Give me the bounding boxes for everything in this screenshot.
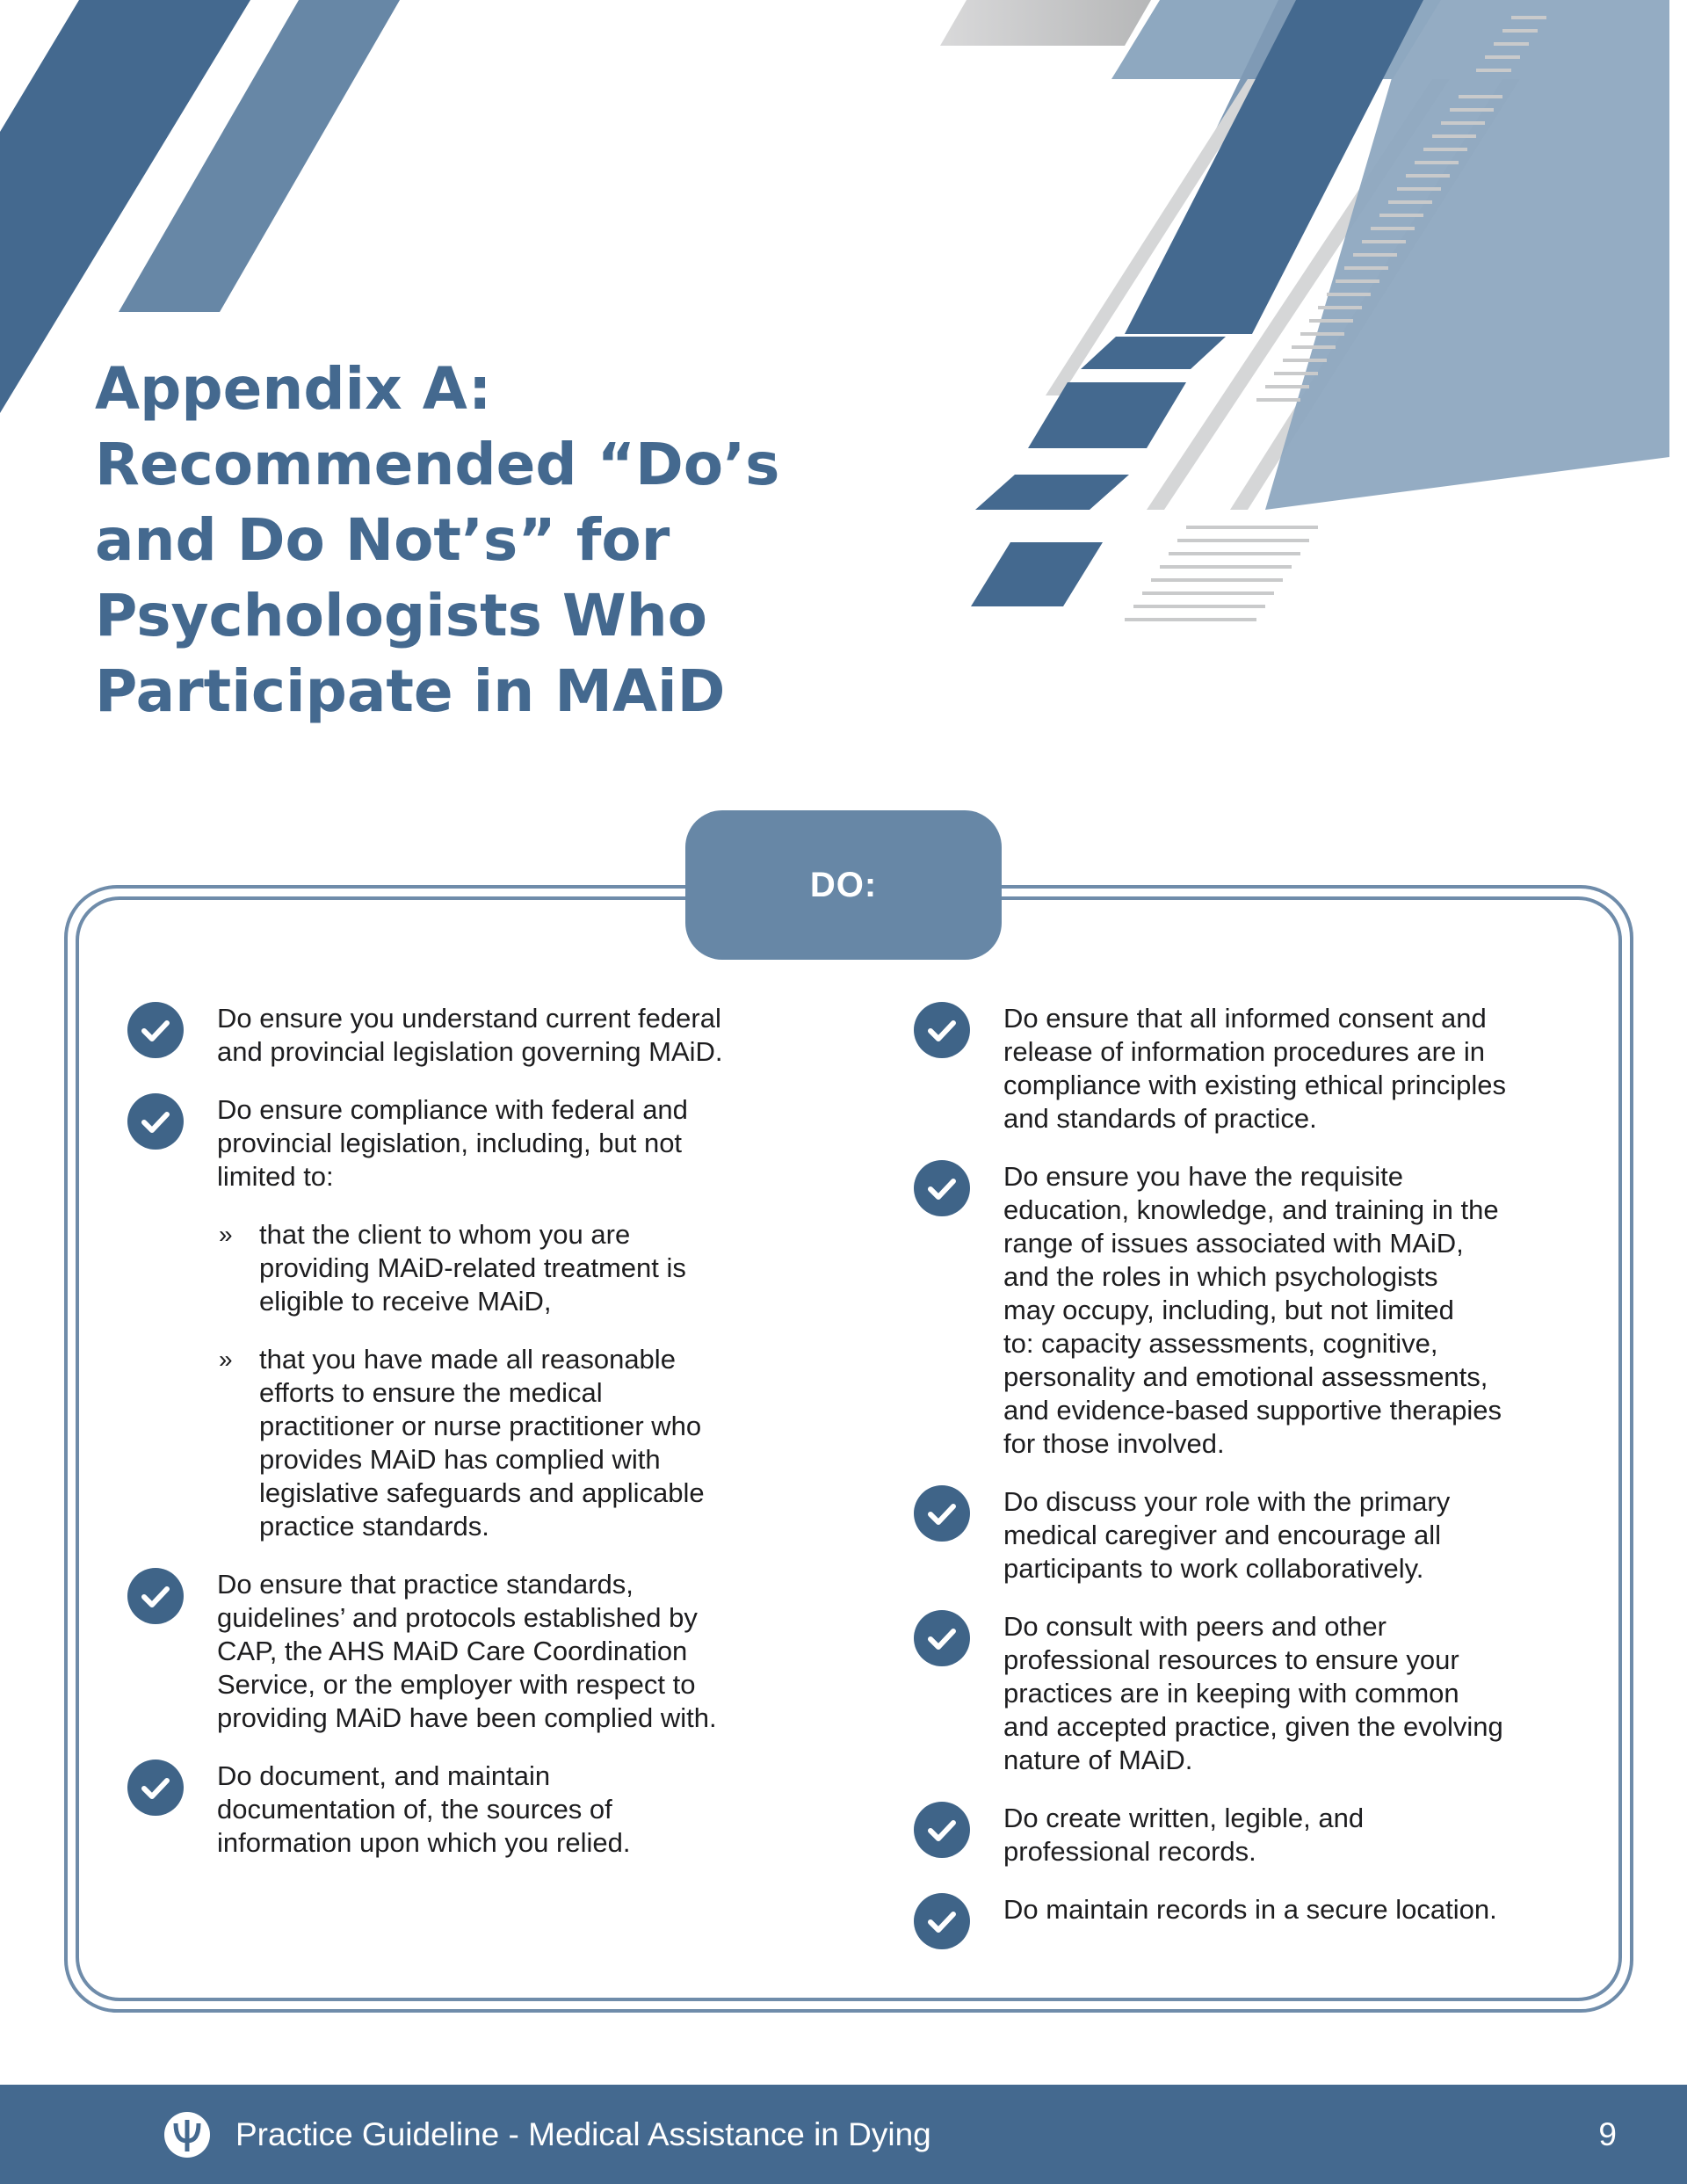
title-line: Recommended “Do’s <box>95 431 780 498</box>
do-item-line: release of information procedures are in <box>1003 1036 1485 1067</box>
do-item-line: limited to: <box>217 1161 334 1192</box>
do-item <box>914 1610 1599 1777</box>
do-item-line: personality and emotional assessments, <box>1003 1361 1488 1392</box>
do-item-line: practices are in keeping with common <box>1003 1678 1459 1709</box>
do-item <box>127 1093 804 1543</box>
do-item-line: and standards of practice. <box>1003 1103 1317 1134</box>
do-item-line: information upon which you relied. <box>217 1827 631 1858</box>
page-number: 9 <box>1598 2116 1617 2152</box>
do-item-line: to: capacity assessments, cognitive, <box>1003 1328 1438 1359</box>
do-item <box>914 1485 1599 1585</box>
title-line: Participate in MAiD <box>95 657 726 725</box>
title-line: and Do Not’s” for <box>95 506 670 574</box>
do-subitem-line: eligible to receive MAiD, <box>259 1286 552 1317</box>
do-item-line: Do ensure you understand current federal <box>217 1003 721 1034</box>
do-item-line: Do maintain records in a secure location. <box>1003 1894 1497 1925</box>
do-item-line: guidelines’ and protocols established by <box>217 1602 698 1633</box>
do-subitem-line: providing MAiD-related treatment is <box>259 1252 686 1283</box>
do-item-line: compliance with existing ethical principles <box>1003 1070 1507 1100</box>
do-subitem-text <box>259 1343 804 1543</box>
do-subitem-line: provides MAiD has complied with <box>259 1444 661 1475</box>
do-item-text <box>217 1760 804 1860</box>
check-circle-icon <box>914 1160 970 1216</box>
do-item-line: medical caregiver and encourage all <box>1003 1520 1442 1550</box>
do-subitem-line: efforts to ensure the medical <box>259 1377 603 1408</box>
do-item-line: Do ensure compliance with federal and <box>217 1094 688 1125</box>
do-item <box>914 1160 1599 1461</box>
do-list-left <box>127 1002 804 1884</box>
check-circle-icon <box>127 1760 184 1816</box>
do-item-line: for those involved. <box>1003 1428 1225 1459</box>
do-item-line: provincial legislation, including, but not <box>217 1128 683 1158</box>
footer-title: Practice Guideline - Medical Assistance in Dying <box>235 2116 931 2152</box>
do-item-line: CAP, the AHS MAiD Care Coordination <box>217 1636 688 1666</box>
do-item-line: Do consult with peers and other <box>1003 1611 1387 1642</box>
do-item-line: Service, or the employer with respect to <box>217 1669 696 1700</box>
do-item-line: nature of MAiD. <box>1003 1745 1193 1775</box>
decor-right-geometry <box>896 0 1687 633</box>
do-item-line: providing MAiD have been complied with. <box>217 1702 717 1733</box>
do-item-line: professional records. <box>1003 1836 1256 1867</box>
title-line: Psychologists Who <box>95 582 708 649</box>
do-item-line: Do ensure you have the requisite <box>1003 1161 1403 1192</box>
do-item <box>127 1760 804 1860</box>
do-item-line: Do discuss your role with the primary <box>1003 1486 1451 1517</box>
do-item <box>127 1568 804 1735</box>
chevron-bullet-icon: » <box>219 1346 233 1373</box>
chevron-bullet-icon: » <box>219 1221 233 1248</box>
do-subitem-line: that the client to whom you are <box>259 1219 631 1250</box>
check-circle-icon <box>914 1002 970 1058</box>
do-item-text <box>1003 1485 1599 1585</box>
do-item-line: may occupy, including, but not limited <box>1003 1295 1454 1325</box>
do-subitem-line: practitioner or nurse practitioner who <box>259 1411 702 1441</box>
do-item <box>914 1002 1599 1136</box>
check-circle-icon <box>127 1568 184 1624</box>
do-item-line: and the roles in which psychologists <box>1003 1261 1438 1292</box>
do-item-text <box>217 1093 804 1194</box>
do-item-line: range of issues associated with MAiD, <box>1003 1228 1464 1259</box>
do-item-line: Do ensure that practice standards, <box>217 1569 634 1600</box>
do-item-text <box>217 1002 804 1069</box>
do-subitem-list <box>217 1218 804 1543</box>
do-item-line: and provincial legislation governing MAiD. <box>217 1036 723 1067</box>
page-title <box>95 352 886 729</box>
do-item-text <box>1003 1160 1599 1461</box>
title-line: Appendix A: <box>95 355 492 423</box>
check-circle-icon <box>914 1485 970 1542</box>
check-circle-icon <box>914 1893 970 1949</box>
do-item-text <box>1003 1610 1599 1777</box>
check-circle-icon <box>914 1610 970 1666</box>
do-item-text <box>1003 1802 1599 1868</box>
do-item <box>914 1893 1599 1926</box>
do-subitem <box>217 1343 804 1543</box>
do-heading: DO: <box>809 865 878 904</box>
do-item-line: education, knowledge, and training in the <box>1003 1194 1499 1225</box>
psi-logo-icon <box>163 2111 211 2163</box>
do-item-text <box>1003 1893 1599 1926</box>
do-item-line: participants to work collaboratively. <box>1003 1553 1424 1584</box>
do-subitem-line: legislative safeguards and applicable <box>259 1477 705 1508</box>
do-item-line: Do ensure that all informed consent and <box>1003 1003 1487 1034</box>
do-item-line: professional resources to ensure your <box>1003 1644 1459 1675</box>
check-circle-icon <box>914 1802 970 1858</box>
page-footer <box>0 2085 1687 2184</box>
check-circle-icon <box>127 1002 184 1058</box>
do-heading-tab <box>685 810 1002 960</box>
do-item-line: Do document, and maintain <box>217 1760 551 1791</box>
do-subitem-text <box>259 1218 804 1318</box>
do-item <box>127 1002 804 1069</box>
do-item-line: and accepted practice, given the evolving <box>1003 1711 1503 1742</box>
do-subitem-line: practice standards. <box>259 1511 489 1542</box>
do-item-text <box>1003 1002 1599 1136</box>
do-item-text <box>217 1568 804 1735</box>
do-item-line: Do create written, legible, and <box>1003 1803 1365 1833</box>
do-list-right <box>914 1002 1599 1951</box>
do-item-line: documentation of, the sources of <box>217 1794 612 1825</box>
do-item-line: and evidence-based supportive therapies <box>1003 1395 1502 1426</box>
do-subitem-line: that you have made all reasonable <box>259 1344 676 1375</box>
check-circle-icon <box>127 1093 184 1150</box>
do-subitem <box>217 1218 804 1318</box>
do-item <box>914 1802 1599 1868</box>
